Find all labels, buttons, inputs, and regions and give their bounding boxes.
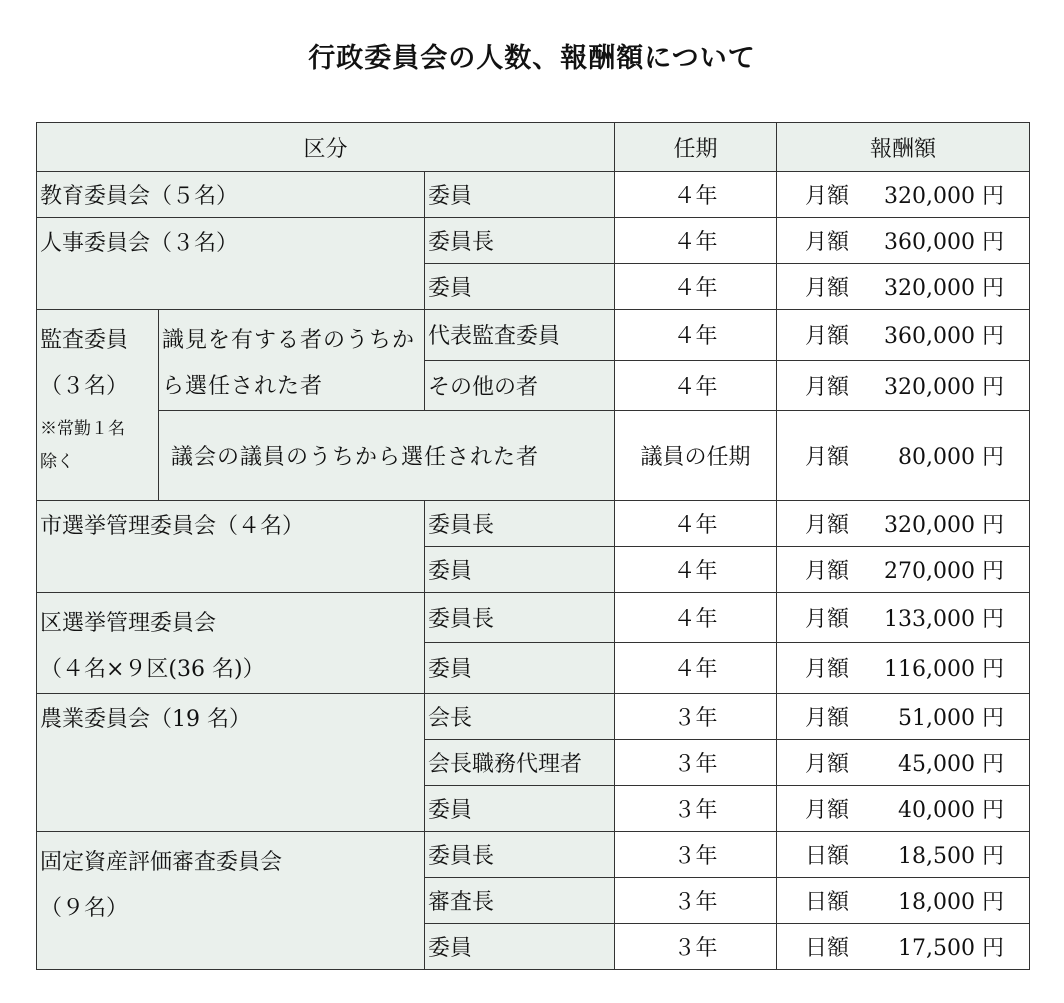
term-cell: 議員の任期 [615, 411, 777, 501]
term-cell: ３年 [615, 739, 777, 785]
role-cell: 委員 [425, 264, 615, 310]
term-cell: ４年 [615, 500, 777, 546]
committee-name: 教育委員会（５名） [37, 172, 425, 218]
pay-cell: 月額 51,000 円 [777, 693, 1030, 739]
committee-name: 市選挙管理委員会（４名） [37, 500, 425, 592]
role-cell: 委員 [425, 923, 615, 969]
group-label: 議会の議員のうちから選任された者 [159, 411, 615, 501]
header-category: 区分 [37, 123, 615, 172]
committee-name: 固定資産評価審査委員会 （９名） [37, 831, 425, 969]
table-row [37, 218, 1030, 264]
pay-cell: 月額 80,000 円 [777, 411, 1030, 501]
pay-cell: 月額 360,000 円 [777, 310, 1030, 361]
committee-name: 監査委員 （３名） [37, 310, 159, 411]
header-pay: 報酬額 [777, 123, 1030, 172]
pay-cell: 月額 320,000 円 [777, 172, 1030, 218]
pay-cell: 月額 320,000 円 [777, 264, 1030, 310]
committee-name: 区選挙管理委員会 （４名×９区(36 名)） [37, 592, 425, 693]
group-label: 識見を有する者のうちから選任された者 [159, 310, 425, 411]
pay-cell: 月額 116,000 円 [777, 643, 1030, 694]
role-cell: その他の者 [425, 360, 615, 411]
table-row [37, 310, 1030, 361]
page-title: 行政委員会の人数、報酬額について [308, 43, 756, 74]
role-cell: 委員長 [425, 218, 615, 264]
term-cell: ４年 [615, 310, 777, 361]
term-cell: ３年 [615, 693, 777, 739]
pay-cell: 月額 320,000 円 [777, 500, 1030, 546]
table-row [37, 411, 1030, 501]
term-cell: ４年 [615, 592, 777, 643]
pay-cell: 月額 45,000 円 [777, 739, 1030, 785]
term-cell: ３年 [615, 877, 777, 923]
table-row [37, 500, 1030, 546]
note-cell: ※常勤１名 除く [37, 411, 159, 501]
term-cell: ３年 [615, 785, 777, 831]
term-cell: ３年 [615, 831, 777, 877]
pay-cell: 日額 18,500 円 [777, 831, 1030, 877]
table-row [37, 172, 1030, 218]
role-cell: 委員 [425, 172, 615, 218]
pay-cell: 月額 360,000 円 [777, 218, 1030, 264]
term-cell: ４年 [615, 546, 777, 592]
role-cell: 代表監査委員 [425, 310, 615, 361]
role-cell: 委員 [425, 546, 615, 592]
term-cell: ４年 [615, 218, 777, 264]
role-cell: 会長 [425, 693, 615, 739]
role-cell: 審査長 [425, 877, 615, 923]
committee-name: 農業委員会（19 名） [37, 693, 425, 831]
pay-cell: 月額 133,000 円 [777, 592, 1030, 643]
table-row [37, 693, 1030, 739]
role-cell: 会長職務代理者 [425, 739, 615, 785]
pay-cell: 日額 18,000 円 [777, 877, 1030, 923]
committee-name: 人事委員会（３名） [37, 218, 425, 310]
term-cell: ４年 [615, 264, 777, 310]
header-row [37, 123, 1030, 172]
role-cell: 委員長 [425, 831, 615, 877]
header-term: 任期 [615, 123, 777, 172]
role-cell: 委員長 [425, 592, 615, 643]
role-cell: 委員 [425, 785, 615, 831]
role-cell: 委員 [425, 643, 615, 694]
pay-cell: 月額 270,000 円 [777, 546, 1030, 592]
term-cell: ３年 [615, 923, 777, 969]
pay-cell: 日額 17,500 円 [777, 923, 1030, 969]
role-cell: 委員長 [425, 500, 615, 546]
term-cell: ４年 [615, 360, 777, 411]
term-cell: ４年 [615, 172, 777, 218]
pay-cell: 月額 320,000 円 [777, 360, 1030, 411]
term-cell: ４年 [615, 643, 777, 694]
table-row [37, 592, 1030, 643]
table-row [37, 831, 1030, 877]
committee-table [36, 122, 1030, 970]
pay-cell: 月額 40,000 円 [777, 785, 1030, 831]
